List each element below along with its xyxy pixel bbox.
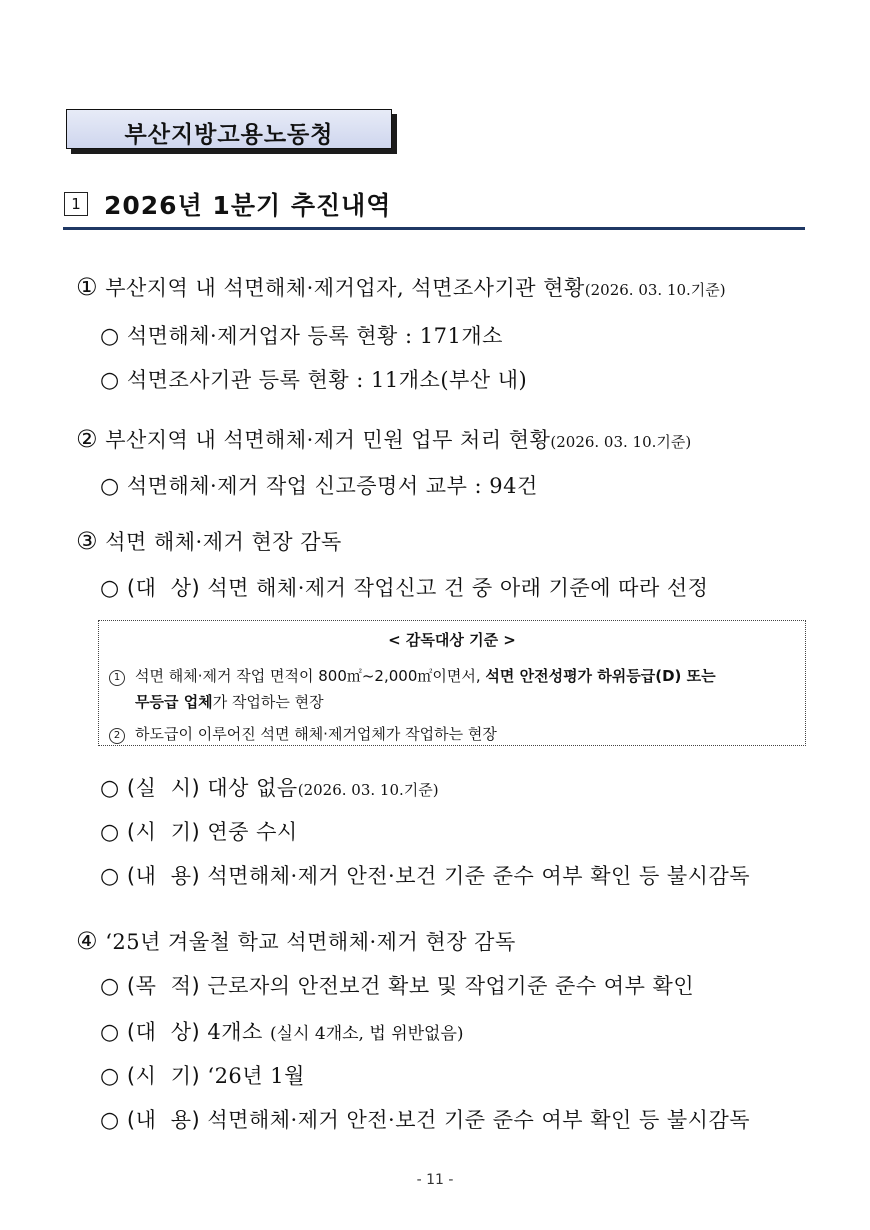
item-4-marker: ④ bbox=[76, 927, 99, 955]
item-1-heading bbox=[76, 272, 726, 302]
item-2-marker: ② bbox=[76, 425, 99, 453]
item-4-content bbox=[100, 1104, 750, 1134]
bullet-circle: ○ bbox=[100, 474, 120, 499]
bullet-circle: ○ bbox=[100, 864, 120, 889]
item-4-period-text: ‘26년 1월 bbox=[207, 1064, 305, 1088]
criteria-2-number: 2 bbox=[109, 728, 125, 744]
item-4-target-note: (실시 4개소, 법 위반없음) bbox=[270, 1024, 464, 1044]
criteria-title: < 감독대상 기준 > bbox=[388, 631, 516, 649]
criteria-1-text-a: 석면 해체·제거 작업 면적이 800㎡~2,000㎡이면서, bbox=[135, 667, 486, 685]
item-2-sub-1-text: 석면해체·제거 작업 신고증명서 교부 : 94건 bbox=[126, 474, 538, 498]
item-2-title: 부산지역 내 석면해체·제거 민원 업무 처리 현황 bbox=[105, 428, 551, 452]
page-number: - 11 - bbox=[416, 1172, 454, 1188]
item-4-target-text: 4개소 bbox=[207, 1020, 263, 1044]
item-4-target bbox=[100, 1016, 464, 1046]
bullet-circle: ○ bbox=[100, 1064, 120, 1089]
criteria-1-number: 1 bbox=[109, 670, 125, 686]
bullet-circle: ○ bbox=[100, 974, 120, 999]
item-2-date: (2026. 03. 10.기준) bbox=[550, 433, 692, 451]
bullet-circle: ○ bbox=[100, 1108, 120, 1133]
item-4-period bbox=[100, 1060, 305, 1090]
item-1-sub-2 bbox=[100, 364, 527, 394]
item-3-period-tag: (시 기) bbox=[126, 820, 201, 844]
bullet-circle: ○ bbox=[100, 820, 120, 845]
criteria-1-line-1 bbox=[109, 665, 716, 686]
item-3-content bbox=[100, 860, 750, 890]
section-title: 2026년 1분기 추진내역 bbox=[104, 191, 392, 220]
item-3-marker: ③ bbox=[76, 527, 99, 555]
item-3-title: 석면 해체·제거 현장 감독 bbox=[105, 530, 342, 554]
item-3-period bbox=[100, 816, 298, 846]
section-number-box: 1 bbox=[64, 192, 88, 216]
item-3-target-tag: (대 상) bbox=[126, 576, 201, 600]
item-4-target-tag: (대 상) bbox=[126, 1020, 201, 1044]
criteria-1-text-c: 무등급 업체 bbox=[135, 693, 213, 711]
item-3-heading bbox=[76, 526, 342, 556]
item-1-sub-1 bbox=[100, 320, 503, 350]
criteria-2-line bbox=[109, 723, 497, 744]
item-3-target bbox=[100, 572, 708, 602]
criteria-1-text-b: 석면 안전성평가 하위등급(D) 또는 bbox=[485, 667, 716, 685]
bullet-circle: ○ bbox=[100, 776, 120, 801]
item-1-title: 부산지역 내 석면해체·제거업자, 석면조사기관 현황 bbox=[105, 276, 585, 300]
item-4-content-tag: (내 용) bbox=[126, 1108, 201, 1132]
item-1-date: (2026. 03. 10.기준) bbox=[584, 281, 726, 299]
bullet-circle: ○ bbox=[100, 1020, 120, 1045]
item-2-sub-1 bbox=[100, 470, 538, 500]
item-1-sub-2-text: 석면조사기관 등록 현황 : 11개소(부산 내) bbox=[126, 368, 528, 392]
item-1-sub-1-text: 석면해체·제거업자 등록 현황 : 171개소 bbox=[126, 324, 503, 348]
item-4-content-text: 석면해체·제거 안전·보건 기준 준수 여부 확인 등 불시감독 bbox=[207, 1108, 751, 1132]
item-3-actual-text: 대상 없음 bbox=[207, 776, 298, 800]
item-4-title: ‘25년 겨울철 학교 석면해체·제거 현장 감독 bbox=[105, 930, 516, 954]
item-4-purpose-text: 근로자의 안전보건 확보 및 작업기준 준수 여부 확인 bbox=[207, 974, 695, 998]
section-divider bbox=[63, 227, 805, 230]
org-title-box bbox=[66, 109, 392, 149]
item-4-heading bbox=[76, 926, 516, 956]
item-3-actual-tag: (실 시) bbox=[126, 776, 201, 800]
criteria-1-line-2 bbox=[135, 691, 324, 712]
criteria-1-text-d: 가 작업하는 현장 bbox=[212, 693, 324, 711]
item-4-period-tag: (시 기) bbox=[126, 1064, 201, 1088]
criteria-2-text: 하도급이 이루어진 석면 해체·제거업체가 작업하는 현장 bbox=[135, 725, 497, 743]
item-2-heading bbox=[76, 424, 691, 454]
bullet-circle: ○ bbox=[100, 368, 120, 393]
item-4-purpose bbox=[100, 970, 694, 1000]
criteria-box bbox=[98, 620, 806, 746]
bullet-circle: ○ bbox=[100, 576, 120, 601]
bullet-circle: ○ bbox=[100, 324, 120, 349]
item-3-actual bbox=[100, 772, 439, 802]
item-3-content-text: 석면해체·제거 안전·보건 기준 준수 여부 확인 등 불시감독 bbox=[207, 864, 751, 888]
item-3-actual-date: (2026. 03. 10.기준) bbox=[297, 781, 439, 799]
item-3-content-tag: (내 용) bbox=[126, 864, 201, 888]
item-3-period-text: 연중 수시 bbox=[207, 820, 298, 844]
item-4-purpose-tag: (목 적) bbox=[126, 974, 201, 998]
item-1-marker: ① bbox=[76, 273, 99, 301]
item-3-target-text: 석면 해체·제거 작업신고 건 중 아래 기준에 따라 선정 bbox=[207, 576, 709, 600]
org-title: 부산지방고용노동청 bbox=[124, 122, 334, 148]
